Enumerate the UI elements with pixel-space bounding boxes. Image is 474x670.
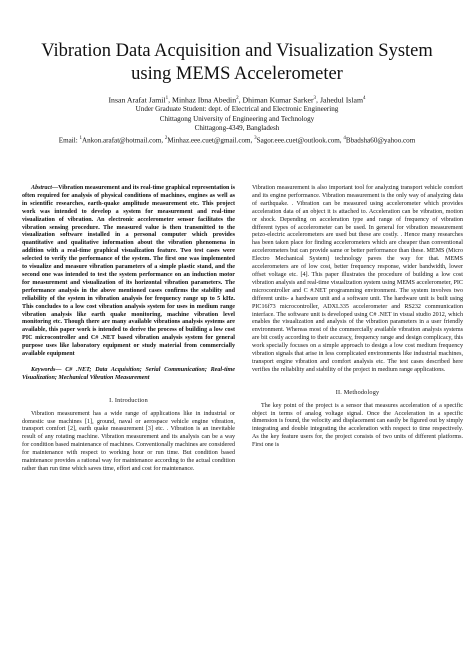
abstract-lead: Abstract: [31, 185, 52, 191]
right-column: [252, 185, 463, 450]
email-1-sup: 1: [79, 135, 82, 141]
paper-title: [20, 40, 454, 86]
email-3: Sagor.eee.cuet@outlook.com,: [256, 136, 344, 145]
author-4-sup: 4: [363, 96, 366, 101]
author-2: , Minhaz Ibna Abedin: [168, 95, 237, 105]
author-names: [20, 94, 454, 105]
author-block: [20, 94, 454, 146]
title-line-2: using MEMS Accelerometer: [131, 64, 343, 84]
author-3: , Dhiman Kumar Sarker: [238, 95, 314, 105]
intro-paragraph: Vibration measurement has a wide range of applications like in industrial or domestic use machines [1], ground, naval or aerospace vehicle engine vibration, transport comfort [2], earth quake measurement [3] etc. . Vibration is an inevitable result of any rotating machine. Vibration measurement and its analysis can be a way for condition based maintenance of machines. Conventionally machines are considered for maintenance with respect to working hour or run time. But condition based maintenance provides a rational way for maintenance according to the actual condition rather than run time which saves time, effort and cost for maintenance.: [22, 410, 235, 472]
author-1: Insan Arafat Jamil: [108, 95, 166, 105]
section-heading-methodology: II. Methodology: [335, 388, 380, 396]
email-4: Bbadsha60@yahoo.com: [345, 136, 416, 145]
email-prefix: Email:: [58, 136, 80, 145]
methodology-paragraph: The key point of the project is a sensor that measures acceleration of a specific object in terms of analog voltage signal. Once the Acceleration in a specific dimension is found, the velocity and displacement can easily be figured out by simply integrating and double integrating the acceleration with respect to time respectively. As the key feature users for, the project consists of two units of different platforms. First one is: [252, 402, 463, 449]
author-1-sup: 1: [165, 96, 169, 101]
email-3-sup: 3: [254, 135, 257, 141]
keywords: Keywords— C# .NET; Data Acquisition; Serial Communication; Real-time Visualization; Mechanical Vibration Measurement: [22, 366, 235, 381]
title-line-1: Vibration Data Acquisition and Visualization System: [41, 41, 433, 61]
email-line: [20, 134, 454, 146]
author-3-sup: 3: [313, 96, 317, 101]
left-column: [22, 185, 235, 474]
affiliation-line-1: Under Graduate Student: dept. of Electrical and Electronic Engineering: [135, 105, 339, 114]
email-4-sup: 4: [343, 135, 346, 141]
section-heading-introduction: I. Introduction: [109, 396, 148, 404]
affiliation-line-2: Chittagong University of Engineering and Technology: [159, 114, 315, 123]
abstract-body: —Vibration measurement and its real-time graphical representation is often required for analysis of physical conditions of machines, engines as well as in scientific researches, earth-quake amplitude measurement etc. This project work was intended to develop a system for measurement and real-time visualization of vibration. An electronic accelerometer sensor facilitates the vibration sensing procedure. The measured value is then transmitted to the visualization software installed in a personal computer which provides quantitative and qualitative information about the vibration phenomena in addition with a real-time graphical visualization feature. Two test cases were selected to verify the performance of the system. The first one was implemented to visualize and measure vibration parameters of a simple plastic stand, and the second one was intended to test the system performance on an induction motor for measurement and visualization of its horizontal vibration parameters. The performance analysis in the above mentioned cases confirms the stability and reliability of the system in vibration analysis for frequency range up to 5 kHz. This concludes to a low cost vibration analysis system for uses in medium range vibration analysis like earth quake monitoring, machine vibration level monitoring etc. Though there are many available vibrations analysis systems are available, this paper work is intended to derive the process of building a low cost PIC microcontroller and C# .NET based vibration analysis system for general purpose uses like laboratory equipment or study material from commercially available equipment: [22, 185, 235, 358]
affiliation-line-3: Chittagong-4349, Bangladesh: [194, 124, 280, 133]
author-2-sup: 2: [236, 96, 239, 101]
email-1: Ankon.arafat@hotmail.com,: [81, 136, 165, 145]
email-2-sup: 2: [164, 135, 168, 141]
email-2: Minhaz.eee.cuet@gmail.com,: [167, 136, 255, 145]
author-4: , Jahedul Islam: [316, 95, 364, 105]
abstract: [22, 185, 235, 359]
intro-continued-paragraph: Vibration measurement is also important tool for analyzing transport vehicle comfort and its engine performance. Vibration measurement is the only way of analyzing data of earthquake. . Vibration can be measured using accelerometer which provides acceleration data of an object it is attached to. Acceleration can be vibration, motion or shock. Depending on acceleration type and range of frequency of vibration different types of accelerometer can be used. In general for vibration measurement peizo-electric accelerometers are used but these are costly. . Hence many researches has been taken place for finding accelerometers which are cheaper than conventional accelerometers but can provide same or better performance than these. MEMS (Micro Electro Mechanical System) technology paves the way for that. MEMS accelerometers are of low cost, better frequency response, wider bandwidth, lower offset voltage etc. [4]. This paper illustrates the procedure of building a low cost vibration analysis and real-time visualization system using MEMS accelerometer, PIC microcontroller and C #.NET programming environment. The system involves two different units- a hardware unit and a software unit. The hardware unit is built using PIC16f73 microcontroller, ADXL335 accelerometer and RS232 communication interface. The software unit is developed using C# .NET in visual studio 2012, which enables the visualization and analysis of the vibration parameters in a user friendly environment. Whereas most of the commercially available vibration analysis systems are bit costly according to their accuracy, frequency range and design complicacy, this work specially focuses on a simple approach to design a low cost medium frequency vibration signals that arise in less complicated environments like industrial machines, transport engine vibration and comfort analysis etc. The test cases described here verifies the reliability and stability of the project in medium range applications.: [252, 185, 463, 373]
